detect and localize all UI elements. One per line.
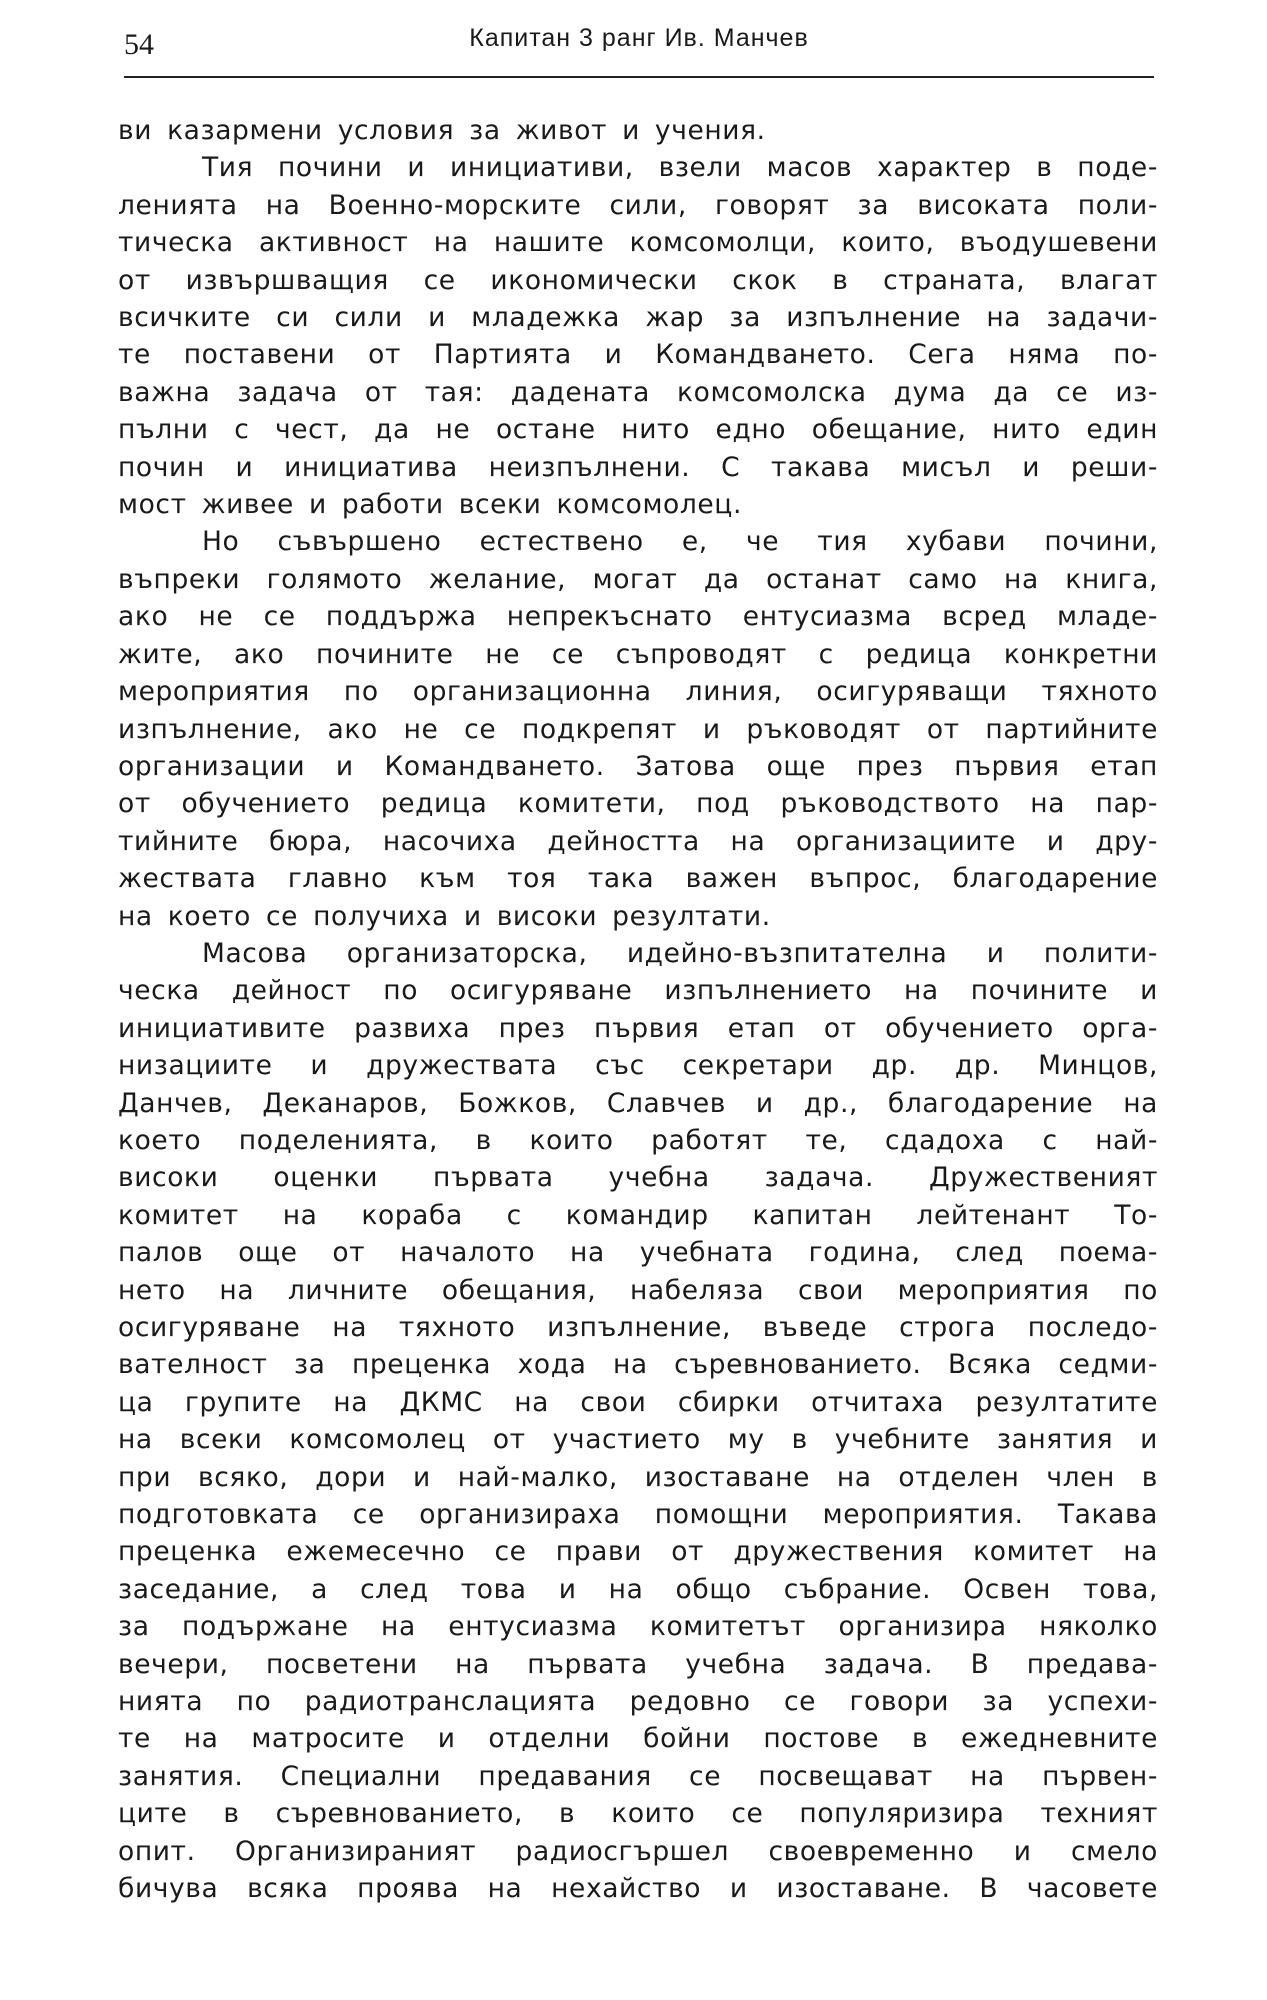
text-line: на всеки комсомолец от участието му в учебните занятия и (118, 1424, 1158, 1456)
text-line: Тия почини и инициативи, взели масов характер в поде- (202, 152, 1158, 184)
text-line: тическа активност на нашите комсомолци, които, въодушевени (118, 227, 1158, 259)
text-line: ческа дейност по осигуряване изпълнението на почините и (118, 975, 1158, 1007)
text-line: почин и инициатива неизпълнени. С такава мисъл и реши- (118, 451, 1158, 483)
text-line: което поделенията, в които работят те, сдадоха с най- (118, 1124, 1158, 1156)
text-line: ца групите на ДКМС на свои сбирки отчитаха резултатите (118, 1386, 1158, 1418)
text-line: ако не се поддържа непрекъснато ентусиазма всред младе- (118, 601, 1158, 633)
text-line: ви казармени условия за живот и учения. (118, 115, 766, 146)
text-line: Масова организаторска, идейно-възпитателна и полити- (202, 937, 1158, 969)
text-line: подготовката се организираха помощни мероприятия. Такава (118, 1499, 1158, 1531)
text-line: изпълнение, ако не се подкрепят и ръководят от партийните (118, 713, 1158, 745)
page-header (124, 22, 1154, 82)
text-line: високи оценки първата учебна задача. Дружественият (118, 1162, 1158, 1194)
text-line: занятия. Специални предавания се посвещават на първен- (118, 1760, 1158, 1792)
text-line: инициативите развиха през първия етап от обучението орга- (118, 1012, 1158, 1044)
text-line: те поставени от Партията и Командването. Сега няма по- (118, 339, 1158, 371)
text-line: Данчев, Деканаров, Божков, Славчев и др., благодарение на (118, 1087, 1158, 1119)
text-line: опит. Организираният радиосгършел своевременно и смело (118, 1835, 1158, 1867)
text-line: въпреки голямото желание, могат да останат само на книга, (118, 563, 1158, 595)
text-line: комитет на кораба с командир капитан лейтенант То- (118, 1199, 1158, 1231)
text-line: палов още от началото на учебната година, след поема- (118, 1237, 1158, 1269)
text-line: ленията на Военно-морските сили, говорят за високата поли- (118, 189, 1158, 221)
text-line: преценка ежемесечно се прави от дружествения комитет на (118, 1536, 1158, 1568)
text-line: при всяко, дори и най-малко, изоставане на отделен член в (118, 1461, 1158, 1493)
body-text (118, 112, 1158, 1908)
text-line: осигуряване на тяхното изпълнение, въведе строга последо- (118, 1312, 1158, 1343)
text-line: Но съвършено естествено е, че тия хубави почини, (202, 526, 1158, 558)
text-line: мероприятия по организационна линия, осигуряващи тяхното (118, 676, 1158, 708)
text-line: на което се получиха и високи резултати. (118, 900, 771, 932)
text-line: жествата главно към тоя така важен въпрос, благодарение (118, 863, 1158, 895)
text-line: всичките си сили и младежка жар за изпълнение на задачи- (118, 302, 1158, 334)
page-number: 54 (124, 28, 154, 61)
text-line: от обучението редица комитети, под ръководството на пар- (118, 788, 1158, 820)
text-line: те на матросите и отделни бойни постове в ежедневните (118, 1723, 1158, 1755)
text-line: важна задача от тая: дадената комсомолска дума да се из- (118, 376, 1158, 408)
text-line: мост живее и работи всеки комсомолец. (118, 489, 742, 521)
text-line: жите, ако почините не се съпроводят с редица конкретни (118, 638, 1158, 670)
text-line: пълни с чест, да не остане нито едно обещание, нито един (118, 414, 1158, 446)
running-title: Капитан 3 ранг Ив. Манчев (469, 24, 809, 52)
text-line: бичува всяка проява на нехайство и изоставане. В часовете (118, 1873, 1158, 1905)
text-line: тийните бюра, насочиха дейността на организациите и дру- (118, 825, 1158, 857)
text-line: ците в съревнованието, в които се популяризира техният (118, 1798, 1158, 1830)
text-line: за подържане на ентусиазма комитетът организира няколко (118, 1611, 1158, 1643)
text-line: заседание, а след това и на общо събрание. Освен това, (118, 1573, 1158, 1605)
text-line: организации и Командването. Затова още през първия етап (118, 750, 1158, 782)
text-line: от извършващия се икономически скок в страната, влагат (118, 264, 1158, 296)
text-line: нията по радиотранслацията редовно се говори за успехи- (118, 1686, 1158, 1718)
text-line: низациите и дружествата със секретари др. др. Минцов, (118, 1050, 1158, 1082)
text-line: вателност за преценка хода на съревнованието. Всяка седми- (118, 1349, 1158, 1381)
text-line: нето на личните обещания, набеляза свои мероприятия по (118, 1274, 1158, 1306)
header-rule (124, 76, 1154, 78)
text-line: вечери, посветени на първата учебна задача. В предава- (118, 1648, 1158, 1680)
